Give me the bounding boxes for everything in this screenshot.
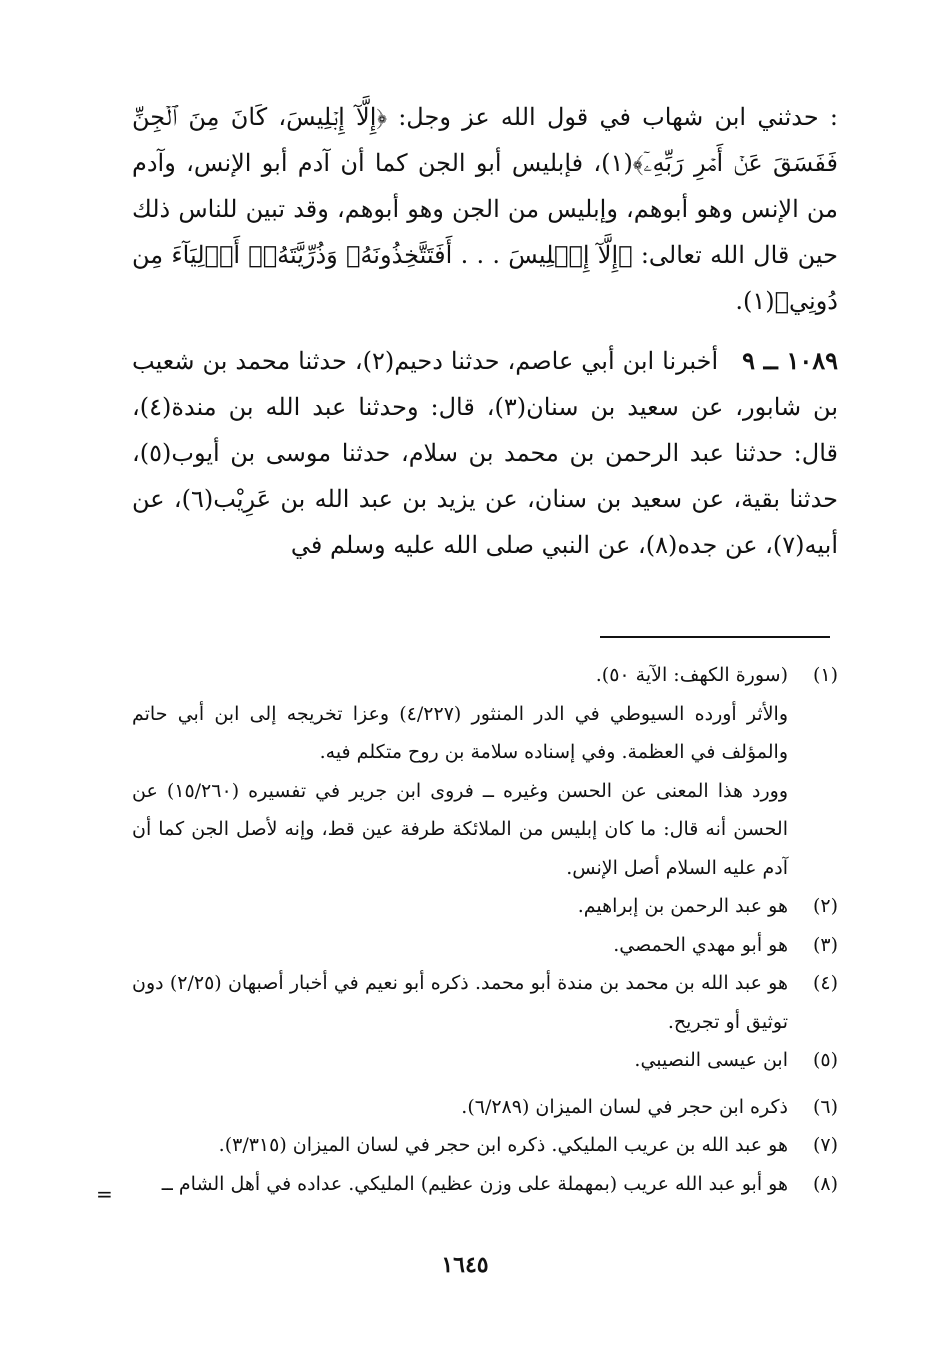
footnote-separator bbox=[600, 636, 830, 638]
footnote-3 bbox=[132, 926, 838, 965]
footnote-6 bbox=[132, 1088, 838, 1127]
footnote-1-continuation-a: والأثر أورده السيوطي في الدر المنثور (٤/٢٢٧) وعزا تخريجه إلى ابن أبي حاتم والمؤلف في العظمة. وفي إسناده سلامة بن روح متكلم فيه. bbox=[132, 702, 788, 763]
footnote-number: (٨) bbox=[812, 1172, 838, 1195]
hadith-chain-text: أخبرنا ابن أبي عاصم، حدثنا دحيم(٢)، حدثنا محمد بن شعيب بن شابور، عن سعيد بن سنان(٣)، قال: وحدثنا عبد الله بن مندة(٤)، قال: حدثنا عبد الرحمن بن محمد بن سلام، حدثنا موسى بن أيوب(٥)، حدثنا بقية، عن سعيد بن سنان، عن يزيد بن عبد الله بن عَرِيْب(٦)، عن أبيه(٧)، عن جده(٨)، عن النبي صلى الله عليه وسلم في bbox=[132, 347, 839, 559]
footnote-8 bbox=[132, 1165, 838, 1204]
footnote-text: هو عبد الرحمن بن إبراهيم. bbox=[577, 895, 788, 917]
paragraph-gap bbox=[132, 324, 838, 338]
footnote-7 bbox=[132, 1126, 838, 1165]
footnote-number: (٦) bbox=[812, 1095, 838, 1118]
footnote-text: هو أبو مهدي الحمصي. bbox=[613, 933, 788, 956]
footnote-text: هو عبد الله بن عريب المليكي. ذكره ابن حجر في لسان الميزان (٣/٣١٥). bbox=[218, 1134, 788, 1156]
footnote-gap bbox=[132, 1080, 838, 1088]
footnote-number: (٤) bbox=[812, 972, 838, 994]
hadith-number: ١٠٨٩ ــ ٩ bbox=[742, 346, 839, 375]
footnote-4 bbox=[132, 964, 838, 1041]
paragraph-quran-commentary: : حدثني ابن شهاب في قول الله عز وجل: ﴿إِلَّآ إِبۡلِيسَ، كَانَ مِنَ ٱلۡجِنِّ فَفَسَقَ عَنۡ أَمۡرِ رَبِّهِۦٓ﴾(١)، فإبليس أبو الجن كما أن آدم أبو الإنس، وآدم من الإنس وهو أبوهم، وإبليس من الجن وهو أبوهم، وقد تبين للناس ذلك حين قال الله تعالى: ﴿إِلَّآ إِبۡلِيسَ . . . أَفَتَتَّخِذُونَهُۥ وَذُرِّيَّتَهُۥٓ أَوۡلِيَآءَ مِن دُونِي﴾(١). bbox=[132, 103, 838, 315]
page-number: ١٦٤٥ bbox=[441, 1252, 489, 1278]
footnote-number: (٢) bbox=[812, 895, 838, 917]
footnote-text: هو عبد الله بن محمد بن مندة أبو محمد. ذكره أبو نعيم في أخبار أصبهان (٢/٢٥) دون توثيق أو تجريح. bbox=[132, 972, 788, 1033]
footnote-number: (١) bbox=[812, 664, 838, 686]
footnotes bbox=[132, 656, 838, 1203]
footnote-5 bbox=[132, 1041, 838, 1080]
footnote-1 bbox=[132, 656, 838, 695]
footnote-number: (٥) bbox=[812, 1049, 838, 1071]
main-text bbox=[132, 94, 838, 568]
footnote-text: ذكره ابن حجر في لسان الميزان (٦/٢٨٩). bbox=[461, 1095, 788, 1118]
footnote-text: (سورة الكهف: الآية ٥٠). bbox=[595, 664, 788, 686]
footnote-text: هو أبو عبد الله عريب (بمهملة على وزن عظيم) المليكي. عداده في أهل الشام ــ bbox=[161, 1172, 788, 1195]
footnote-1-continuation-b: وورد هذا المعنى عن الحسن وغيره ــ فروى ابن جرير في تفسيره (١٥/٢٦٠) عن الحسن أنه قال: ما كان إبليس من الملائكة طرفة عين قط، وإنه لأصل الجن كما أن آدم عليه السلام أصل الإنس. bbox=[132, 779, 788, 879]
footnote-number: (٣) bbox=[812, 933, 838, 956]
footnote-2 bbox=[132, 887, 838, 926]
paragraph-hadith-chain bbox=[132, 338, 838, 568]
continuation-mark: = bbox=[96, 1182, 113, 1206]
footnote-number: (٧) bbox=[812, 1134, 838, 1156]
footnote-text: ابن عيسى النصيبي. bbox=[634, 1049, 788, 1071]
